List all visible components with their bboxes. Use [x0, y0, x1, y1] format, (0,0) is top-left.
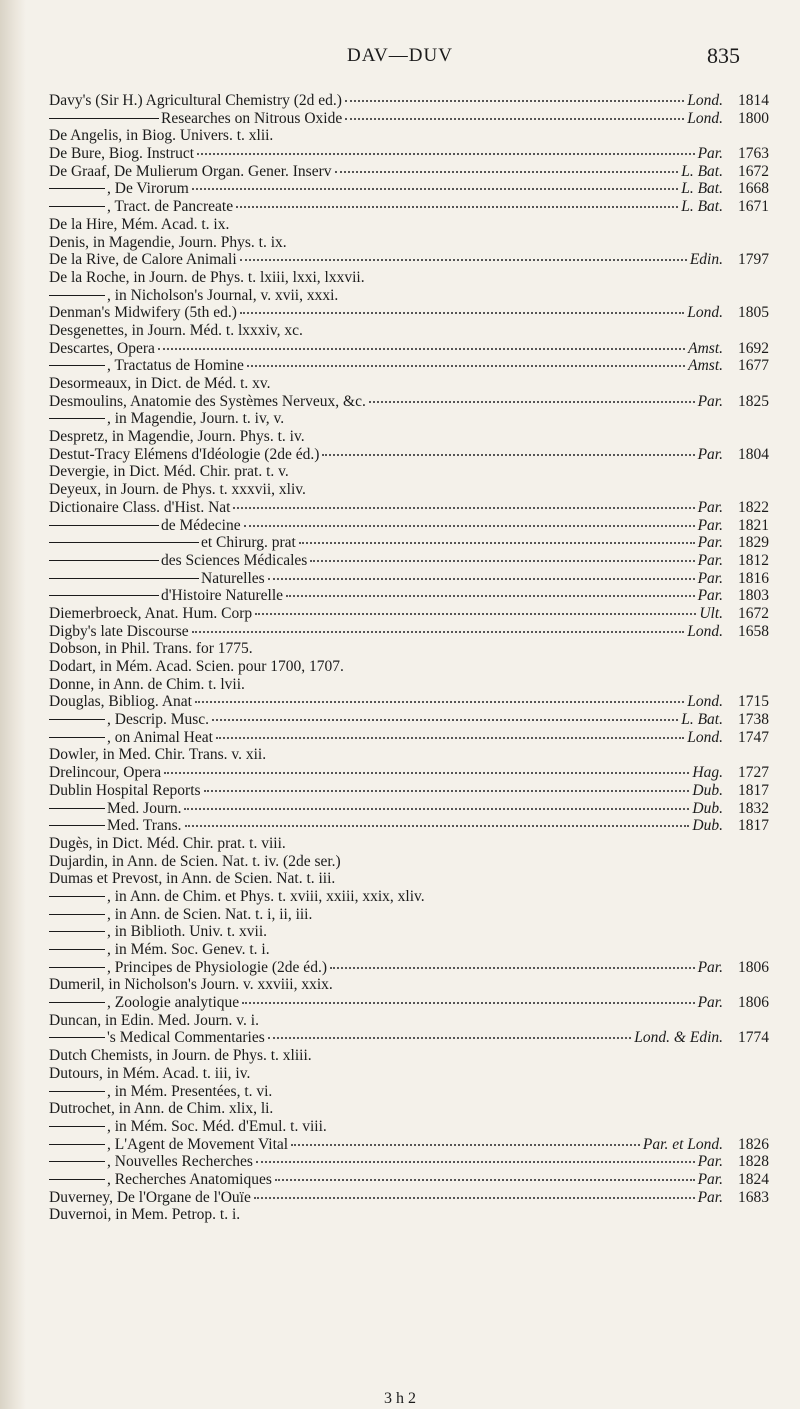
- bibliography-entry: [49, 693, 769, 711]
- entry-title: , in Mém. Soc. Méd. d'Emul. t. viii.: [107, 1117, 327, 1135]
- entry-place: L. Bat.: [681, 711, 723, 729]
- dot-leader: [164, 772, 689, 774]
- bibliography-entry: [49, 1189, 769, 1207]
- ditto-rule: [49, 896, 105, 897]
- bibliography-entry: [49, 234, 769, 252]
- entry-place: Par.: [697, 392, 723, 410]
- entry-place: Amst.: [688, 339, 723, 357]
- signature-mark: 3 h 2: [384, 1390, 416, 1407]
- entry-title: , Recherches Anatomiques: [107, 1170, 272, 1188]
- dot-leader: [330, 967, 695, 969]
- bibliography-entry: [49, 1029, 769, 1047]
- bibliography-entry: [49, 1118, 769, 1136]
- entry-year: 1824: [738, 1170, 769, 1188]
- bibliography-entry: [49, 304, 769, 322]
- entry-year: 1832: [738, 799, 769, 817]
- entry-year: 1803: [738, 587, 769, 605]
- entry-place: Amst.: [688, 357, 723, 375]
- entry-place: Lond.: [687, 304, 723, 322]
- entry-year: 1672: [738, 604, 769, 622]
- bibliography-entry: [49, 216, 769, 234]
- dot-leader: [345, 100, 684, 102]
- entry-title: De la Rive, de Calore Animali: [49, 251, 237, 269]
- entry-title: , L'Agent de Movement Vital: [107, 1135, 289, 1153]
- dot-leader: [216, 737, 684, 739]
- entry-year: 1658: [738, 622, 769, 640]
- dot-leader: [244, 525, 695, 527]
- dot-leader: [192, 188, 678, 190]
- bibliography-entry: [49, 1171, 769, 1189]
- bibliography-entry: [49, 623, 769, 641]
- dot-leader: [197, 153, 695, 155]
- running-head: DAV—DUV: [347, 45, 453, 66]
- entry-year: 1816: [738, 569, 769, 587]
- entry-title: Dublin Hospital Reports: [49, 781, 201, 799]
- bibliography-entry: [49, 163, 769, 181]
- bibliography-entry: [49, 198, 769, 216]
- ditto-rule: [49, 560, 159, 561]
- dot-leader: [195, 701, 684, 703]
- entry-title: Devergie, in Dict. Méd. Chir. prat. t. v.: [49, 463, 289, 481]
- ditto-rule: [49, 808, 105, 809]
- page-header: [0, 45, 800, 75]
- dot-leader: [345, 118, 684, 120]
- bibliography-entry: [49, 517, 769, 535]
- bibliography-entry: [49, 499, 769, 517]
- bibliography-entry: [49, 463, 769, 481]
- ditto-rule: [49, 1179, 105, 1180]
- entry-title: , Nouvelles Recherches: [107, 1153, 253, 1171]
- ditto-rule: [49, 737, 105, 738]
- dot-leader: [240, 259, 687, 261]
- entry-year: 1683: [738, 1188, 769, 1206]
- ditto-rule: [49, 595, 159, 596]
- ditto-rule: [49, 206, 105, 207]
- bibliography-entry: [49, 1153, 769, 1171]
- ditto-rule: [49, 525, 159, 526]
- ditto-rule: [49, 1037, 105, 1038]
- bibliography-entry: [49, 1012, 769, 1030]
- bibliography-entry: [49, 1136, 769, 1154]
- dot-leader: [240, 312, 684, 314]
- ditto-rule: [49, 188, 105, 189]
- entry-year: 1797: [738, 251, 769, 269]
- entry-title: , in Mém. Presentées, t. vi.: [107, 1082, 273, 1100]
- entry-title: , in Mém. Soc. Genev. t. i.: [107, 941, 270, 958]
- entry-place: Lond.: [687, 728, 723, 746]
- entry-year: 1826: [738, 1135, 769, 1153]
- bibliography-entry: [49, 1206, 769, 1224]
- bibliography-entry: [49, 1083, 769, 1101]
- entry-title: Despretz, in Magendie, Journ. Phys. t. iv.: [49, 428, 305, 446]
- ditto-rule: [49, 719, 105, 720]
- bibliography-entry: [49, 570, 769, 588]
- entry-title: Deyeux, in Journ. de Phys. t. xxxvii, xliv.: [49, 481, 306, 499]
- entry-title: 's Medical Commentaries: [107, 1029, 265, 1047]
- entry-place: Par. et Lond.: [642, 1135, 723, 1153]
- bibliography-entry: [49, 393, 769, 411]
- entry-title: , in Ann. de Chim. et Phys. t. xviii, xxiii, xxix, xliv.: [107, 887, 425, 905]
- ditto-rule: [49, 365, 105, 366]
- ditto-rule: [49, 1144, 105, 1145]
- dot-leader: [212, 719, 678, 721]
- entry-year: 1821: [738, 516, 769, 534]
- entry-year: 1812: [738, 551, 769, 569]
- entry-year: 1829: [738, 534, 769, 552]
- entry-title: Dumas et Prevost, in Ann. de Scien. Nat. t. iii.: [49, 870, 336, 888]
- entry-year: 1774: [738, 1029, 769, 1047]
- entry-title: De la Roche, in Journ. de Phys. t. lxiii, lxxi, lxxvii.: [49, 268, 365, 286]
- entry-place: Par.: [697, 994, 723, 1012]
- entry-title: Dujardin, in Ann. de Scien. Nat. t. iv. (2de ser.): [49, 852, 341, 870]
- bibliography-entry: [49, 1065, 769, 1083]
- entry-place: Lond.: [687, 693, 723, 711]
- bibliography-entry: [49, 959, 769, 977]
- dot-leader: [256, 1161, 695, 1163]
- page-number: 835: [707, 43, 740, 68]
- entry-year: 1806: [738, 958, 769, 976]
- entry-place: Par.: [697, 534, 723, 552]
- entry-year: 1828: [738, 1153, 769, 1171]
- entry-place: Dub.: [692, 817, 723, 835]
- dot-leader: [242, 1002, 694, 1004]
- entry-year: 1727: [738, 764, 769, 782]
- entry-place: Par.: [697, 569, 723, 587]
- entry-title: Desgenettes, in Journ. Méd. t. lxxxiv, xc.: [49, 321, 303, 339]
- bibliography-entry: [49, 1100, 769, 1118]
- entry-title: Dictionaire Class. d'Hist. Nat: [49, 498, 231, 516]
- dot-leader: [254, 1197, 695, 1199]
- ditto-rule: [49, 295, 105, 296]
- entry-title: Dodart, in Mém. Acad. Scien. pour 1700, 1707.: [49, 658, 344, 675]
- entry-place: Par.: [697, 587, 723, 605]
- bibliography-entry: [49, 782, 769, 800]
- dot-leader: [268, 1037, 632, 1039]
- bibliography-entry: [49, 410, 769, 428]
- bibliography-entry: [49, 552, 769, 570]
- dot-leader: [158, 348, 685, 350]
- entry-title: et Chirurg. prat: [201, 534, 296, 552]
- bibliography-entry: [49, 534, 769, 552]
- entry-title: Duverney, De l'Organe de l'Ouïe: [49, 1188, 251, 1206]
- entry-year: 1800: [738, 109, 769, 127]
- entry-place: Lond.: [687, 92, 723, 109]
- entry-year: 1747: [738, 728, 769, 746]
- dot-leader: [310, 560, 694, 562]
- dot-leader: [233, 507, 694, 509]
- entry-title: De Bure, Biog. Instruct: [49, 145, 195, 163]
- bibliography-entry: [49, 746, 769, 764]
- entry-year: 1805: [738, 304, 769, 322]
- entry-place: Par.: [697, 1170, 723, 1188]
- bibliography-entry: [49, 676, 769, 694]
- bibliography-entry: [49, 428, 769, 446]
- bibliography-entry: [49, 322, 769, 340]
- bibliography-entry: [49, 587, 769, 605]
- entry-place: Par.: [697, 1153, 723, 1171]
- entry-title: Douglas, Bibliog. Anat: [49, 693, 192, 711]
- dot-leader: [291, 1144, 640, 1146]
- dot-leader: [247, 365, 685, 367]
- entry-title: Diemerbroeck, Anat. Hum. Corp: [49, 604, 253, 622]
- bibliography-entry: [49, 251, 769, 269]
- dot-leader: [236, 206, 678, 208]
- ditto-rule: [49, 1091, 105, 1092]
- bibliography-entry: [49, 640, 769, 658]
- entry-year: 1814: [738, 92, 769, 109]
- entry-title: Davy's (Sir H.) Agricultural Chemistry (2d ed.): [49, 92, 342, 109]
- entry-title: , in Biblioth. Univ. t. xvii.: [107, 923, 268, 941]
- bibliography-entry: [49, 870, 769, 888]
- entry-title: De la Hire, Mém. Acad. t. ix.: [49, 215, 230, 233]
- entry-year: 1806: [738, 994, 769, 1012]
- entry-title: , De Virorum: [107, 180, 189, 198]
- ditto-rule: [49, 825, 105, 826]
- entry-title: , in Nicholson's Journal, v. xvii, xxxi.: [107, 286, 339, 304]
- bibliography-entry: [49, 180, 769, 198]
- entry-title: des Sciences Médicales: [161, 551, 308, 569]
- entry-title: , Principes de Physiologie (2de éd.): [107, 958, 327, 976]
- entry-title: Donne, in Ann. de Chim. t. lvii.: [49, 675, 245, 693]
- entry-title: Researches on Nitrous Oxide: [161, 109, 343, 127]
- bibliography-entry: [49, 481, 769, 499]
- entry-place: Edin.: [689, 251, 723, 269]
- entry-place: Lond.: [687, 622, 723, 640]
- bibliography-entry: [49, 800, 769, 818]
- bibliography-entry: [49, 835, 769, 853]
- bibliography-entry: [49, 1047, 769, 1065]
- ditto-rule: [49, 1002, 105, 1003]
- entry-place: Hag.: [692, 764, 723, 782]
- entry-place: Par.: [697, 1188, 723, 1206]
- ditto-rule: [49, 542, 199, 543]
- entry-title: De Angelis, in Biog. Univers. t. xlii.: [49, 127, 274, 145]
- entry-title: Digby's late Discourse: [49, 622, 189, 640]
- ditto-rule: [49, 418, 105, 419]
- entry-title: Desormeaux, in Dict. de Méd. t. xv.: [49, 375, 271, 392]
- entry-title: Naturelles: [201, 569, 265, 587]
- ditto-rule: [49, 949, 105, 950]
- entry-year: 1677: [738, 357, 769, 375]
- bibliography-entry: [49, 976, 769, 994]
- entry-place: Par.: [697, 958, 723, 976]
- bibliography-entry: [49, 110, 769, 128]
- entry-title: Dumeril, in Nicholson's Journ. v. xxviii, xxix.: [49, 976, 333, 994]
- page-binding-shadow: [0, 0, 26, 1409]
- entry-year: 1692: [738, 339, 769, 357]
- bibliography-entry: [49, 711, 769, 729]
- entry-title: d'Histoire Naturelle: [161, 587, 284, 605]
- entry-place: Lond.: [687, 109, 723, 127]
- entry-title: Duncan, in Edin. Med. Journ. v. i.: [49, 1011, 259, 1029]
- ditto-rule: [49, 931, 105, 932]
- entry-year: 1822: [738, 498, 769, 516]
- entry-year: 1715: [738, 693, 769, 711]
- dot-leader: [275, 1179, 695, 1181]
- dot-leader: [322, 454, 694, 456]
- bibliography-entry: [49, 605, 769, 623]
- bibliography-entry: [49, 906, 769, 924]
- entry-year: 1671: [738, 198, 769, 216]
- bibliography-entry: [49, 357, 769, 375]
- bibliography-entry: [49, 658, 769, 676]
- entry-place: Ult.: [699, 604, 723, 622]
- entry-place: Par.: [697, 516, 723, 534]
- entry-year: 1668: [738, 180, 769, 198]
- bibliography-entry: [49, 446, 769, 464]
- entry-place: Par.: [697, 551, 723, 569]
- dot-leader: [184, 808, 689, 810]
- bibliography-list: [49, 92, 769, 1224]
- bibliography-entry: [49, 287, 769, 305]
- bibliography-entry: [49, 92, 769, 110]
- entry-title: , Tractatus de Homine: [107, 357, 244, 375]
- bibliography-entry: [49, 269, 769, 287]
- entry-year: 1817: [738, 817, 769, 835]
- ditto-rule: [49, 1161, 105, 1162]
- entry-title: Med. Journ.: [107, 799, 182, 817]
- ditto-rule: [49, 914, 105, 915]
- entry-title: de Médecine: [161, 516, 241, 534]
- ditto-rule: [49, 118, 159, 119]
- ditto-rule: [49, 967, 105, 968]
- entry-title: Dugès, in Dict. Méd. Chir. prat. t. viii.: [49, 834, 286, 852]
- entry-year: 1817: [738, 781, 769, 799]
- entry-title: Dutours, in Mém. Acad. t. iii, iv.: [49, 1064, 251, 1082]
- dot-leader: [268, 578, 695, 580]
- entry-year: 1763: [738, 145, 769, 163]
- entry-title: Dowler, in Med. Chir. Trans. v. xii.: [49, 746, 267, 764]
- dot-leader: [335, 171, 679, 173]
- entry-year: 1804: [738, 445, 769, 463]
- bibliography-entry: [49, 923, 769, 941]
- entry-title: Descartes, Opera: [49, 339, 155, 357]
- bibliography-entry: [49, 817, 769, 835]
- entry-title: Dutch Chemists, in Journ. de Phys. t. xliii.: [49, 1047, 312, 1065]
- entry-title: , Descrip. Musc.: [107, 711, 210, 729]
- entry-place: Par.: [697, 498, 723, 516]
- entry-title: De Graaf, De Mulierum Organ. Gener. Inserv: [49, 162, 332, 180]
- dot-leader: [369, 401, 695, 403]
- bibliography-entry: [49, 888, 769, 906]
- bibliography-entry: [49, 145, 769, 163]
- entry-place: L. Bat.: [681, 180, 723, 198]
- bibliography-entry: [49, 853, 769, 871]
- entry-year: 1825: [738, 392, 769, 410]
- dot-leader: [286, 595, 695, 597]
- entry-title: , in Ann. de Scien. Nat. t. i, ii, iii.: [107, 905, 313, 923]
- entry-title: Denman's Midwifery (5th ed.): [49, 304, 237, 322]
- bibliography-entry: [49, 127, 769, 145]
- entry-place: Dub.: [692, 781, 723, 799]
- entry-place: Par.: [697, 445, 723, 463]
- bibliography-entry: [49, 375, 769, 393]
- entry-title: , Tract. de Pancreate: [107, 198, 234, 216]
- entry-year: 1672: [738, 162, 769, 180]
- entry-title: Dobson, in Phil. Trans. for 1775.: [49, 640, 253, 658]
- entry-place: L. Bat.: [681, 198, 723, 216]
- entry-title: Med. Trans.: [107, 817, 182, 835]
- entry-title: , Zoologie analytique: [107, 994, 240, 1012]
- entry-place: Par.: [697, 145, 723, 163]
- dot-leader: [255, 613, 696, 615]
- entry-title: Denis, in Magendie, Journ. Phys. t. ix.: [49, 233, 287, 251]
- entry-title: , on Animal Heat: [107, 728, 213, 746]
- entry-place: L. Bat.: [681, 162, 723, 180]
- ditto-rule: [49, 1126, 105, 1127]
- entry-title: Duvernoi, in Mem. Petrop. t. i.: [49, 1206, 241, 1224]
- entry-title: , in Magendie, Journ. t. iv, v.: [107, 410, 285, 428]
- dot-leader: [299, 542, 695, 544]
- dot-leader: [192, 631, 685, 633]
- entry-title: Drelincour, Opera: [49, 764, 162, 782]
- bibliography-entry: [49, 994, 769, 1012]
- dot-leader: [204, 790, 690, 792]
- entry-title: Desmoulins, Anatomie des Systèmes Nerveux, &c.: [49, 392, 366, 410]
- ditto-rule: [49, 578, 199, 579]
- bibliography-entry: [49, 729, 769, 747]
- bibliography-entry: [49, 941, 769, 959]
- entry-place: Lond. & Edin.: [634, 1029, 723, 1047]
- entry-title: Destut-Tracy Elémens d'Idéologie (2de éd.): [49, 445, 320, 463]
- bibliography-entry: [49, 764, 769, 782]
- dot-leader: [185, 825, 690, 827]
- entry-title: Dutrochet, in Ann. de Chim. xlix, li.: [49, 1100, 274, 1118]
- entry-year: 1738: [738, 711, 769, 729]
- bibliography-entry: [49, 340, 769, 358]
- entry-place: Dub.: [692, 799, 723, 817]
